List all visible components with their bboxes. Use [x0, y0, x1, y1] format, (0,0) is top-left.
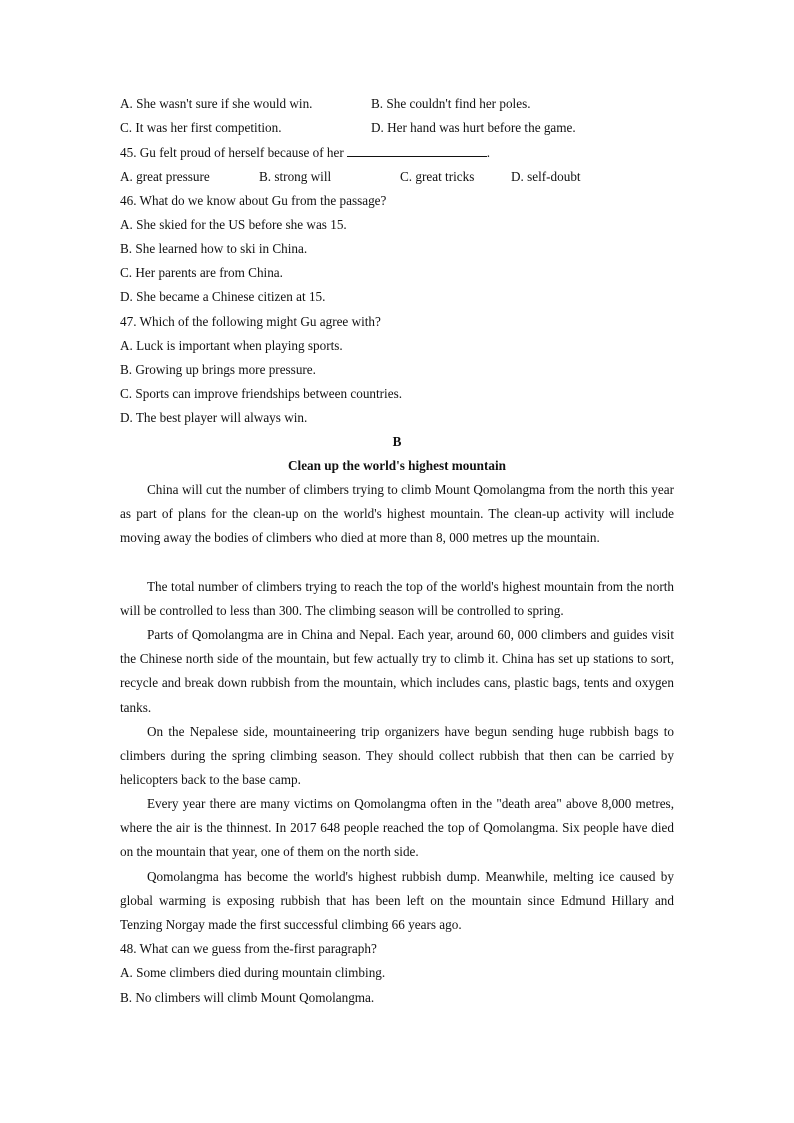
q45-option-a: A. great pressure — [120, 169, 210, 184]
q47-option-d: D. The best player will always win. — [120, 410, 308, 425]
passage-paragraph-6: Qomolangma has become the world's highest rubbish dump. Meanwhile, melting ice caused by global warming is exposing rubbish that has been left on the mountain since Edmund Hillary and Tenzing Norgay made the first successful climbing 66 years ago. — [120, 869, 674, 933]
q44-option-c: C. It was her first competition. — [120, 120, 282, 135]
q48-option-a: A. Some climbers died during mountain climbing. — [120, 965, 386, 980]
q46-option-d: D. She became a Chinese citizen at 15. — [120, 289, 326, 304]
q44-option-a: A. She wasn't sure if she would win. — [120, 96, 313, 111]
q45-stem-end: . — [486, 145, 491, 160]
answer-blank — [347, 145, 487, 157]
q45-stem-text: 45. Gu felt proud of herself because of her — [120, 145, 344, 160]
q47-option-c: C. Sports can improve friendships between countries. — [120, 386, 403, 401]
q47-option-a: A. Luck is important when playing sports. — [120, 338, 343, 353]
q47-option-b: B. Growing up brings more pressure. — [120, 362, 316, 377]
q46-option-c: C. Her parents are from China. — [120, 265, 283, 280]
q45-option-d: D. self-doubt — [511, 169, 581, 184]
passage-paragraph-1: China will cut the number of climbers trying to climb Mount Qomolangma from the north this year as part of plans for the clean-up on the world's highest mountain. The clean-up activity will include moving away the bodies of climbers who died at more than 8, 000 metres up the mountain. — [120, 482, 674, 546]
q46-stem: 46. What do we know about Gu from the passage? — [120, 193, 387, 208]
passage-paragraph-5: Every year there are many victims on Qomolangma often in the "death area" above 8,000 metres, where the air is the thinnest. In 2017 648 people reached the top of Qomolangma. Six people have died on the mountain that year, one of them on the north side. — [120, 796, 674, 860]
q45-option-b: B. strong will — [259, 169, 332, 184]
section-letter: B — [392, 434, 402, 449]
q45-option-c: C. great tricks — [400, 169, 475, 184]
q44-option-b: B. She couldn't find her poles. — [371, 96, 531, 111]
q47-stem: 47. Which of the following might Gu agree with? — [120, 314, 381, 329]
passage-paragraph-4: On the Nepalese side, mountaineering trip organizers have begun sending huge rubbish bags to climbers during the spring climbing season. They should collect rubbish that then can be carried by helicopters back to the base camp. — [120, 724, 674, 788]
q46-option-a: A. She skied for the US before she was 15. — [120, 217, 347, 232]
q46-option-b: B. She learned how to ski in China. — [120, 241, 308, 256]
passage-paragraph-2: The total number of climbers trying to reach the top of the world's highest mountain from the north will be controlled to less than 300. The climbing season will be controlled to spring. — [120, 579, 674, 619]
passage-title: Clean up the world's highest mountain — [288, 458, 506, 473]
q44-option-d: D. Her hand was hurt before the game. — [371, 120, 576, 135]
q48-option-b: B. No climbers will climb Mount Qomolangma. — [120, 990, 375, 1005]
passage-paragraph-3: Parts of Qomolangma are in China and Nepal. Each year, around 60, 000 climbers and guides visit the Chinese north side of the mountain, but few actually try to climb it. China has set up stations to sort, recycle and break down rubbish from the mountain, which includes cans, plastic bags, tents and oxygen tanks. — [120, 627, 674, 715]
q48-stem: 48. What can we guess from the-first paragraph? — [120, 941, 377, 956]
q45-stem — [120, 145, 490, 161]
